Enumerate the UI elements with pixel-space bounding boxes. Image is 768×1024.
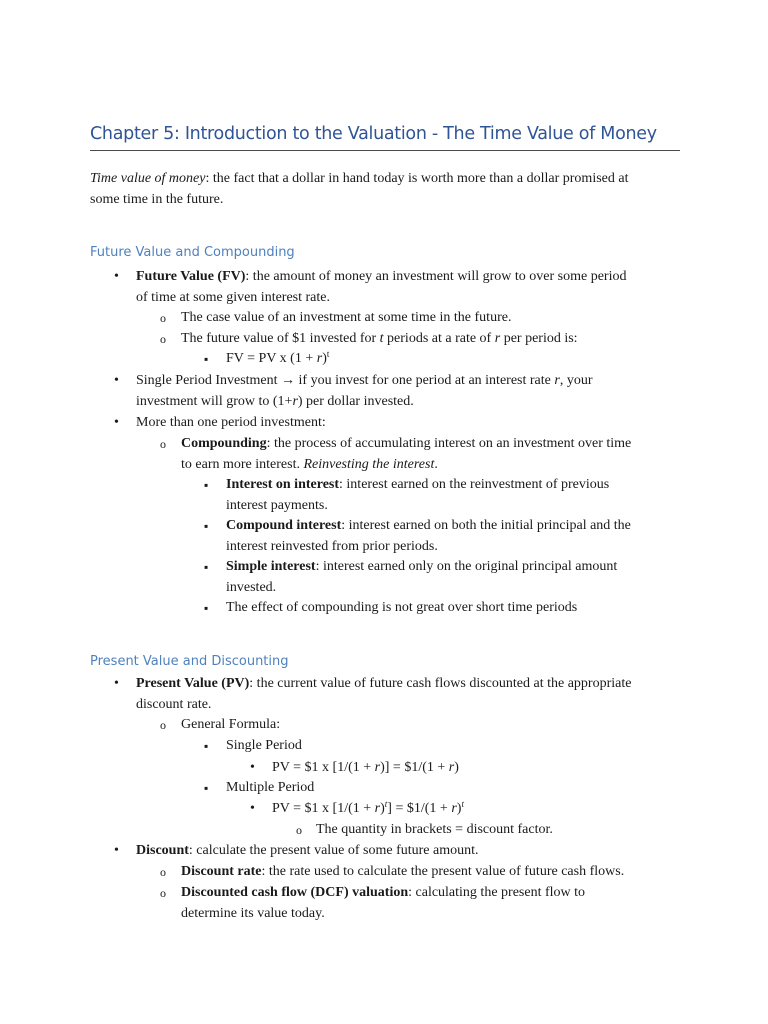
heading-present-value: Present Value and Discounting — [90, 654, 289, 669]
square-bullet-icon — [204, 736, 208, 757]
chapter-title: Chapter 5: Introduction to the Valuation - The Time Value of Money — [90, 124, 657, 144]
intro-term: Time value of money — [90, 171, 206, 186]
pv-definition-cont: discount rate. — [136, 697, 212, 712]
title-underline — [90, 150, 680, 151]
discount-definition: Discount: calculate the present value of some future amount. — [136, 843, 479, 858]
square-bullet-icon — [204, 516, 208, 537]
circle-bullet-icon — [160, 434, 166, 455]
square-bullet-icon — [204, 475, 208, 496]
multiple-period-formula: PV = $1 x $[1/(1 + r)^t]$ = $1/(1 + r)$^t$ — [272, 799, 464, 816]
interest-on-interest: Interest on interest: interest earned on the reinvestment of previous — [226, 477, 610, 492]
circle-bullet-icon — [160, 883, 166, 904]
compounding-definition-cont: to earn more interest. Reinvesting the interest. — [181, 457, 438, 472]
multiple-period-label: Multiple Period — [226, 780, 315, 795]
intro-paragraph — [90, 168, 680, 210]
simple-interest: Simple interest: interest earned only on the original principal amount — [226, 559, 618, 574]
bullet-icon — [250, 799, 255, 819]
discount-rate-definition: Discount rate: the rate used to calculate the present value of future cash flows. — [181, 864, 625, 879]
arrow-right-icon: → — [281, 373, 296, 388]
simple-interest-cont: invested. — [226, 580, 277, 595]
compounding-effect: The effect of compounding is not great over short time periods — [226, 600, 578, 615]
bullet-icon — [114, 841, 119, 861]
dcf-definition: Discounted cash flow (DCF) valuation: calculating the present flow to — [181, 885, 586, 900]
general-formula: General Formula: — [181, 717, 281, 732]
circle-bullet-icon — [296, 820, 302, 841]
square-bullet-icon — [204, 557, 208, 578]
heading-future-value: Future Value and Compounding — [90, 245, 295, 260]
fv-definition: Future Value (FV): the amount of money an investment will grow to over some period — [136, 269, 627, 284]
square-bullet-icon — [204, 349, 208, 370]
fv-formula: FV = PV x $(1 + r)^t$ — [226, 349, 330, 366]
square-bullet-icon — [204, 598, 208, 619]
bullet-icon — [250, 758, 255, 778]
more-than-one-period: More than one period investment: — [136, 415, 326, 430]
pv-definition: Present Value (PV): the current value of future cash flows discounted at the appropriate — [136, 676, 632, 691]
bullet-icon — [114, 413, 119, 433]
dcf-definition-cont: determine its value today. — [181, 906, 325, 921]
circle-bullet-icon — [160, 862, 166, 883]
single-period-label: Single Period — [226, 738, 302, 753]
single-period-investment: Single Period Investment → if you invest for one period at an interest rate r, your — [136, 373, 593, 388]
single-period-investment-cont: investment will grow to (1+r) per dollar invested. — [136, 394, 414, 409]
intro-text: : the fact that a dollar in hand today is worth more than a dollar promised at — [205, 171, 629, 186]
single-period-formula: PV = $1 x [1/(1 + r)] = $1/(1 + r) — [272, 760, 459, 775]
bullet-icon — [114, 674, 119, 694]
fv-definition-cont: of time at some given interest rate. — [136, 290, 330, 305]
fv-sub-case-value: The case value of an investment at some time in the future. — [181, 310, 512, 325]
discount-factor-note: The quantity in brackets = discount factor. — [316, 822, 553, 837]
compounding-definition: Compounding: the process of accumulating interest on an investment over time — [181, 436, 632, 451]
fv-sub-one-dollar: The future value of $1 invested for t periods at a rate of r per period is: — [181, 331, 578, 346]
circle-bullet-icon — [160, 715, 166, 736]
square-bullet-icon — [204, 778, 208, 799]
compound-interest: Compound interest: interest earned on both the initial principal and the — [226, 518, 631, 533]
circle-bullet-icon — [160, 308, 166, 329]
circle-bullet-icon — [160, 329, 166, 350]
compound-interest-cont: interest reinvested from prior periods. — [226, 539, 438, 554]
interest-on-interest-cont: interest payments. — [226, 498, 328, 513]
intro-text-2: some time in the future. — [90, 192, 224, 207]
bullet-icon — [114, 371, 119, 391]
bullet-icon — [114, 267, 119, 287]
